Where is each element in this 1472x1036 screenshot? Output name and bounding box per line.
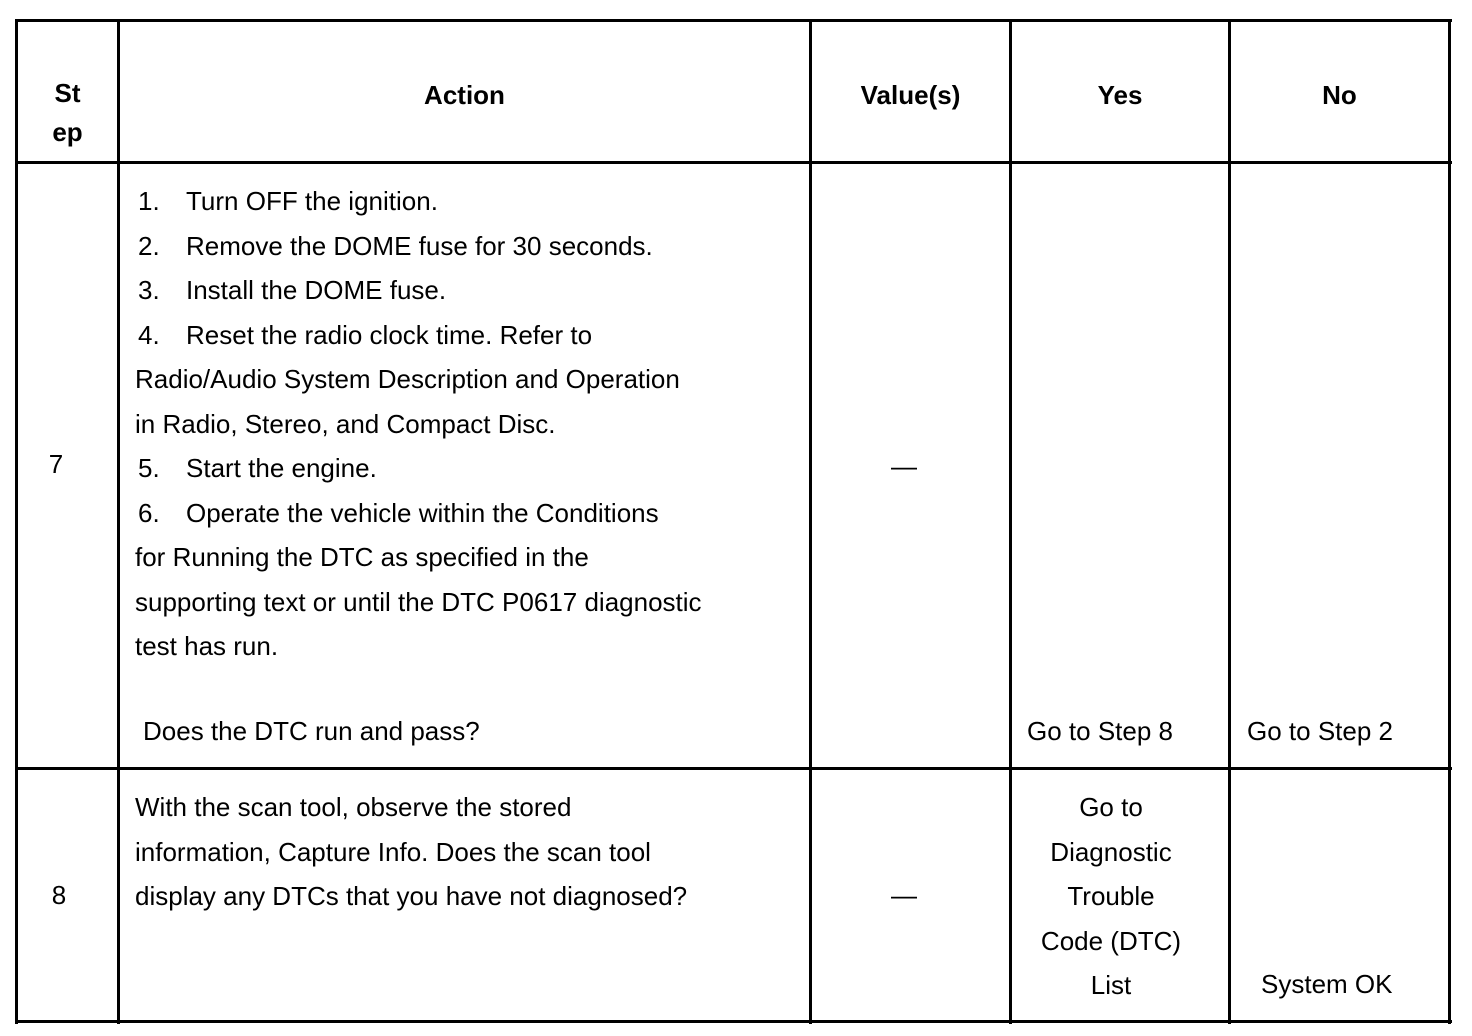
yes-result-line: Code (DTC) bbox=[1040, 925, 1182, 956]
step-item-text: Install the DOME fuse. bbox=[186, 275, 447, 305]
action-line-continued: for Running the DTC as specified in the bbox=[135, 542, 589, 572]
table-border-right bbox=[1448, 20, 1451, 1024]
header-yes: Yes bbox=[1097, 80, 1143, 110]
step-item-text: Reset the radio clock time. Refer to bbox=[186, 319, 593, 350]
row-divider bbox=[15, 767, 1452, 770]
header-no: No bbox=[1322, 80, 1357, 110]
header-step-line-2: ep bbox=[52, 117, 83, 147]
action-line-continued: test has run. bbox=[135, 631, 279, 661]
action-line bbox=[135, 313, 702, 358]
action-line bbox=[135, 446, 702, 491]
step-item-number: 1. bbox=[138, 186, 160, 216]
step-item-text: Operate the vehicle within the Conditions bbox=[186, 497, 659, 528]
column-divider-yes bbox=[1228, 20, 1231, 1024]
action-line-continued: in Radio, Stereo, and Compact Disc. bbox=[135, 408, 556, 439]
header-step-line-1: St bbox=[54, 78, 81, 108]
action-instructions bbox=[135, 785, 687, 919]
action-question: Does the DTC run and pass? bbox=[143, 716, 480, 746]
step-item-number: 4. bbox=[138, 319, 160, 350]
action-line-continued: supporting text or until the DTC P0617 diagnostic bbox=[135, 586, 702, 617]
header-step bbox=[18, 74, 117, 152]
step-number: 7 bbox=[48, 449, 64, 479]
yes-result-line: Diagnostic bbox=[1050, 836, 1172, 867]
table-border-top bbox=[15, 19, 1452, 22]
action-line bbox=[135, 491, 702, 536]
step-item-number: 3. bbox=[138, 275, 160, 305]
value-dash: — bbox=[891, 880, 917, 910]
step-item-number: 6. bbox=[138, 497, 160, 528]
action-instructions bbox=[135, 179, 702, 669]
header-divider bbox=[15, 161, 1452, 164]
no-result: System OK bbox=[1261, 969, 1393, 999]
value-dash: — bbox=[891, 451, 917, 481]
action-line: information, Capture Info. Does the scan tool bbox=[135, 836, 651, 867]
action-line: With the scan tool, observe the stored bbox=[135, 792, 572, 822]
yes-result-line: Go to bbox=[1079, 792, 1143, 822]
action-line bbox=[135, 224, 702, 269]
action-line bbox=[135, 268, 702, 313]
step-item-number: 5. bbox=[138, 453, 160, 483]
no-result: Go to Step 2 bbox=[1247, 716, 1393, 746]
yes-result-line: Trouble bbox=[1067, 881, 1155, 911]
header-values: Value(s) bbox=[860, 80, 961, 110]
step-number: 8 bbox=[51, 880, 67, 910]
step-item-text: Turn OFF the ignition. bbox=[186, 186, 438, 216]
column-divider-step bbox=[117, 20, 120, 1024]
action-line: display any DTCs that you have not diagnosed? bbox=[135, 881, 688, 911]
yes-result-line: List bbox=[1090, 970, 1132, 1000]
yes-result bbox=[1012, 785, 1210, 1008]
step-item-text: Remove the DOME fuse for 30 seconds. bbox=[186, 230, 653, 261]
yes-result: Go to Step 8 bbox=[1027, 716, 1173, 746]
action-line bbox=[135, 179, 702, 224]
header-action: Action bbox=[424, 80, 505, 110]
step-item-text: Start the engine. bbox=[186, 453, 377, 483]
action-line-continued: Radio/Audio System Description and Operation bbox=[135, 364, 680, 394]
table-border-bottom bbox=[15, 1020, 1452, 1023]
step-item-number: 2. bbox=[138, 230, 160, 261]
